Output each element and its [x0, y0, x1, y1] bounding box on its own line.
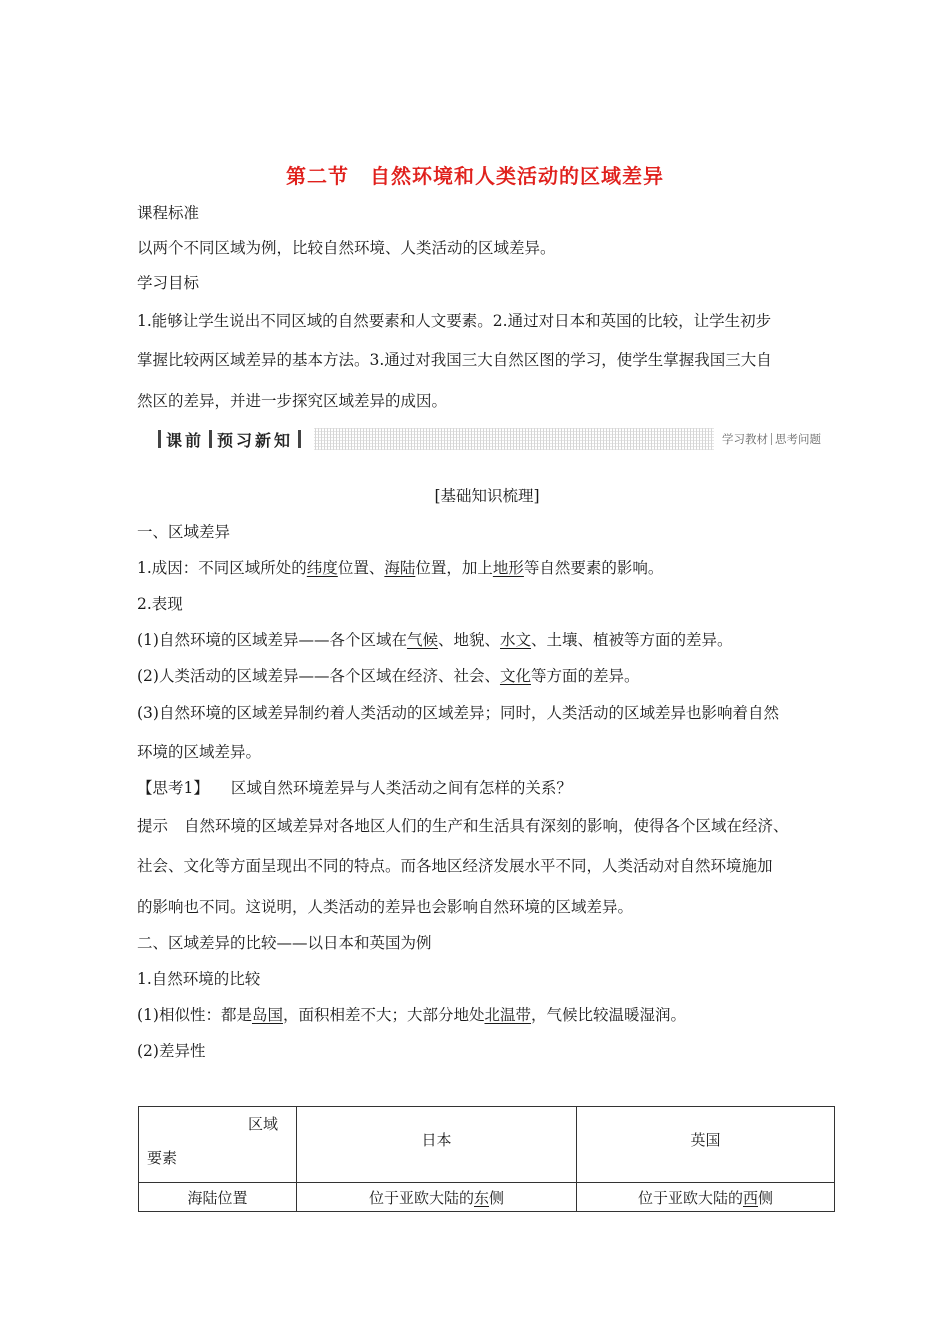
corner-header-region: 区域 [247, 1115, 278, 1133]
answer-blank: 纬度 [306, 559, 338, 577]
banner-divider-icon [209, 430, 212, 448]
section-banner [153, 428, 821, 450]
text-run: ，面积相差不大；大部分地处 [282, 1006, 485, 1024]
text-run: 等方面的差异。 [530, 667, 640, 685]
hint-text-cont: 的影响也不同。这说明，人类活动的差异也会影响自然环境的区域差异。 [137, 898, 634, 916]
text-run: (1)相似性：都是 [137, 1006, 252, 1024]
standard-heading: 课程标准 [137, 204, 200, 222]
corner-header-element: 要素 [147, 1149, 178, 1167]
cell-japan [297, 1183, 577, 1212]
text-run: 位置、 [337, 559, 385, 577]
answer-blank: 海陆 [384, 559, 416, 577]
text-run: (1)自然环境的区域差异——各个区域在 [137, 631, 407, 649]
objectives-line: 然区的差异，并进一步探究区域差异的成因。 [137, 392, 448, 410]
text-run: 1.成因：不同区域所处的 [137, 559, 307, 577]
table-corner-header [139, 1107, 297, 1183]
banner-title [153, 428, 314, 450]
answer-blank: 地形 [492, 559, 524, 577]
answer-blank: 北温带 [484, 1006, 532, 1024]
text-run: 侧 [489, 1188, 505, 1207]
text-run: 侧 [758, 1188, 774, 1207]
banner-subtitle-b: 思考问题 [775, 432, 821, 446]
banner-separator-icon [771, 433, 772, 445]
natural-compare-heading: 1.自然环境的比较 [137, 970, 261, 988]
hint-label: 提示 [137, 817, 169, 835]
answer-blank: 东 [473, 1188, 489, 1207]
banner-title-b: 预习新知 [217, 430, 294, 450]
answer-blank: 西 [742, 1188, 758, 1207]
objectives-line: 1.能够让学生说出不同区域的自然要素和人文要素。2.通过对日本和英国的比较，让学生初步 [137, 312, 772, 330]
think-1-hint [137, 816, 837, 836]
answer-blank: 岛国 [251, 1006, 283, 1024]
text-run: 、地貌、 [437, 631, 500, 649]
banner-subtitle-a: 学习教材 [722, 432, 768, 446]
difference-heading: (2)差异性 [137, 1042, 206, 1060]
answer-blank: 气候 [406, 631, 438, 649]
text-run: 位于亚欧大陆的 [637, 1188, 743, 1207]
answer-blank: 水文 [500, 631, 532, 649]
banner-subtitle [714, 428, 821, 450]
comparison-table [138, 1106, 835, 1212]
objectives-heading: 学习目标 [137, 274, 200, 292]
standard-text: 以两个不同区域为例，比较自然环境、人类活动的区域差异。 [137, 239, 556, 257]
think-1-question [137, 778, 837, 798]
think-1-label: 【思考1】 [137, 779, 209, 797]
answer-blank: 文化 [499, 667, 531, 685]
hint-text-cont: 社会、文化等方面呈现出不同的特点。而各地区经济发展水平不同，人类活动对自然环境施加 [137, 857, 773, 875]
section-1-heading: 一、区域差异 [137, 523, 231, 541]
column-header-japan: 日本 [297, 1107, 577, 1183]
page-title: 第二节 自然环境和人类活动的区域差异 [286, 164, 664, 188]
table-header-row [139, 1107, 835, 1183]
section-2-heading: 二、区域差异的比较——以日本和英国为例 [137, 934, 432, 952]
table-row [139, 1183, 835, 1212]
manifest-point-3-cont: 环境的区域差异。 [137, 743, 262, 761]
text-run: ，气候比较温暖湿润。 [531, 1006, 687, 1024]
manifest-point-3: (3)自然环境的区域差异制约着人类活动的区域差异；同时，人类活动的区域差异也影响着自然 [137, 704, 779, 722]
cause-line [137, 558, 837, 578]
banner-title-a: 课前 [166, 430, 205, 450]
section-label: [基础知识梳理] [434, 487, 540, 505]
text-run: 位于亚欧大陆的 [368, 1188, 474, 1207]
objectives-line: 掌握比较两区域差异的基本方法。3.通过对我国三大自然区图的学习，使学生掌握我国三大自 [137, 351, 772, 369]
text-run: 位置，加上 [415, 559, 493, 577]
similarity-line [137, 1005, 837, 1025]
column-header-uk: 英国 [577, 1107, 835, 1183]
banner-divider-icon [158, 430, 161, 448]
text-run: 、土壤、植被等方面的差异。 [531, 631, 733, 649]
manifest-point-2 [137, 666, 837, 686]
cell-uk [577, 1183, 835, 1212]
think-1-text: 区域自然环境差异与人类活动之间有怎样的关系？ [230, 779, 572, 797]
row-label: 海陆位置 [139, 1183, 297, 1212]
text-run: 等自然要素的影响。 [523, 559, 664, 577]
text-run: (2)人类活动的区域差异——各个区域在经济、社会、 [137, 667, 500, 685]
manifest-heading: 2.表现 [137, 595, 183, 613]
banner-divider-icon [298, 430, 301, 448]
hint-text: 自然环境的区域差异对各地区人们的生产和生活具有深刻的影响，使得各个区域在经济、 [184, 817, 789, 835]
manifest-point-1 [137, 630, 837, 650]
